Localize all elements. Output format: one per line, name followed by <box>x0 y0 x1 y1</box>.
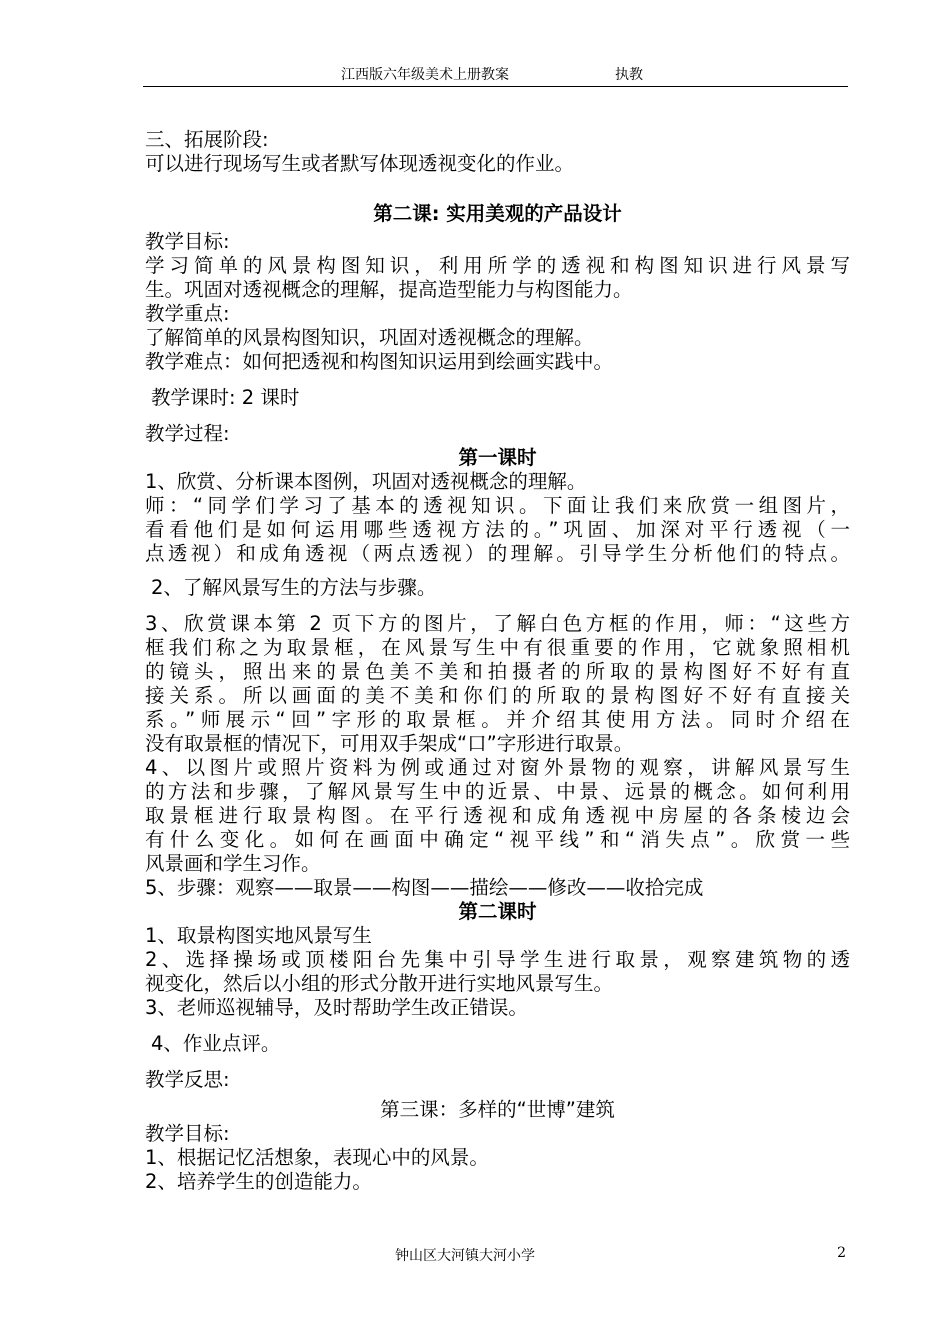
paragraph-line: 视变化，然后以小组的形式分散开进行实地风景写生。 <box>145 972 614 995</box>
label-teaching-difficulty: 教学难点：如何把透视和构图知识运用到绘画实践中。 <box>145 350 614 373</box>
paragraph-line: 的方法和步骤，了解风景写生中的近景、中景、远景的概念。如何利用 <box>145 780 850 803</box>
paragraph-line: 系。”师展示“回”字形的取景框。并介绍其使用方法。同时介绍在 <box>145 708 850 731</box>
paragraph-line: 2、培养学生的创造能力。 <box>145 1170 372 1193</box>
paragraph-line: 3、老师巡视辅导，及时帮助学生改正错误。 <box>145 996 528 1019</box>
paragraph-line: 2、了解风景写生的方法与步骤。 <box>151 576 437 599</box>
paragraph-line: 可以进行现场写生或者默写体现透视变化的作业。 <box>145 152 575 175</box>
paragraph-line: 框我们称之为取景框，在风景写生中有很重要的作用，它就象照相机 <box>145 636 850 659</box>
paragraph-line: 1、根据记忆活想象，表现心中的风景。 <box>145 1146 489 1169</box>
paragraph-line: 学习简单的风景构图知识，利用所学的透视和构图知识进行风景写 <box>145 254 850 277</box>
paragraph-line: 3、欣赏课本第 2 页下方的图片，了解白色方框的作用，师：“这些方 <box>145 612 850 635</box>
paragraph-line: 师：“同学们学习了基本的透视知识。下面让我们来欣赏一组图片， <box>145 494 850 517</box>
header-role: 执教 <box>615 67 643 83</box>
paragraph-line: 5、步骤：观察——取景——构图——描绘——修改——收拾完成 <box>145 876 704 899</box>
paragraph-line: 生。巩固对透视概念的理解，提高造型能力与构图能力。 <box>145 278 633 301</box>
paragraph-line: 风景画和学生习作。 <box>145 852 321 875</box>
paragraph-line: 取景框进行取景构图。在平行透视和成角透视中房屋的各条棱边会 <box>145 804 850 827</box>
footer-school: 钟山区大河镇大河小学 <box>395 1248 535 1264</box>
paragraph-line: 4、以图片或照片资料为例或通过对窗外景物的观察，讲解风景写生 <box>145 756 850 779</box>
paragraph-line: 1、欣赏、分析课本图例，巩固对透视概念的理解。 <box>145 470 587 493</box>
page-footer <box>143 1245 848 1267</box>
label-teaching-goal: 教学目标: <box>145 230 230 253</box>
header-title: 江西版六年级美术上册教案 <box>341 67 509 83</box>
paragraph-line: 1、取景构图实地风景写生 <box>145 924 372 947</box>
lesson-title: 第二课: 实用美观的产品设计 <box>373 202 622 225</box>
label-teaching-process: 教学过程: <box>145 422 230 445</box>
page-header <box>143 60 848 87</box>
label-teaching-goal: 教学目标: <box>145 1122 230 1145</box>
paragraph-line: 看看他们是如何运用哪些透视方法的。”巩固、加深对平行透视（一 <box>145 518 850 541</box>
section-heading: 三、拓展阶段: <box>145 128 269 151</box>
subsection-title: 第一课时 <box>458 446 537 469</box>
label-teaching-focus: 教学重点: <box>145 302 230 325</box>
subsection-title: 第二课时 <box>458 900 537 923</box>
paragraph-line: 接关系。所以画面的美不美和你们的所取的景构图好不好有直接关 <box>145 684 850 707</box>
paragraph-line: 4、作业点评。 <box>151 1032 281 1055</box>
paragraph-line: 的镜头，照出来的景色美不美和拍摄者的所取的景构图好不好有直 <box>145 660 850 683</box>
paragraph-line: 点透视）和成角透视（两点透视）的理解。引导学生分析他们的特点。 <box>145 542 850 565</box>
document-body <box>145 120 850 1194</box>
paragraph-line: 有什么变化。如何在画面中确定“视平线”和“消失点”。欣赏一些 <box>145 828 850 851</box>
label-teaching-reflection: 教学反思: <box>145 1068 230 1091</box>
label-teaching-hours: 教学课时: 2 课时 <box>151 386 300 409</box>
paragraph-line: 了解简单的风景构图知识，巩固对透视概念的理解。 <box>145 326 594 349</box>
lesson-title: 第三课：多样的“世博”建筑 <box>380 1098 615 1121</box>
paragraph-line: 2、选择操场或顶楼阳台先集中引导学生进行取景，观察建筑物的透 <box>145 948 850 971</box>
page-number: 2 <box>837 1245 846 1261</box>
paragraph-line: 没有取景框的情况下，可用双手架成“口”字形进行取景。 <box>145 732 634 755</box>
